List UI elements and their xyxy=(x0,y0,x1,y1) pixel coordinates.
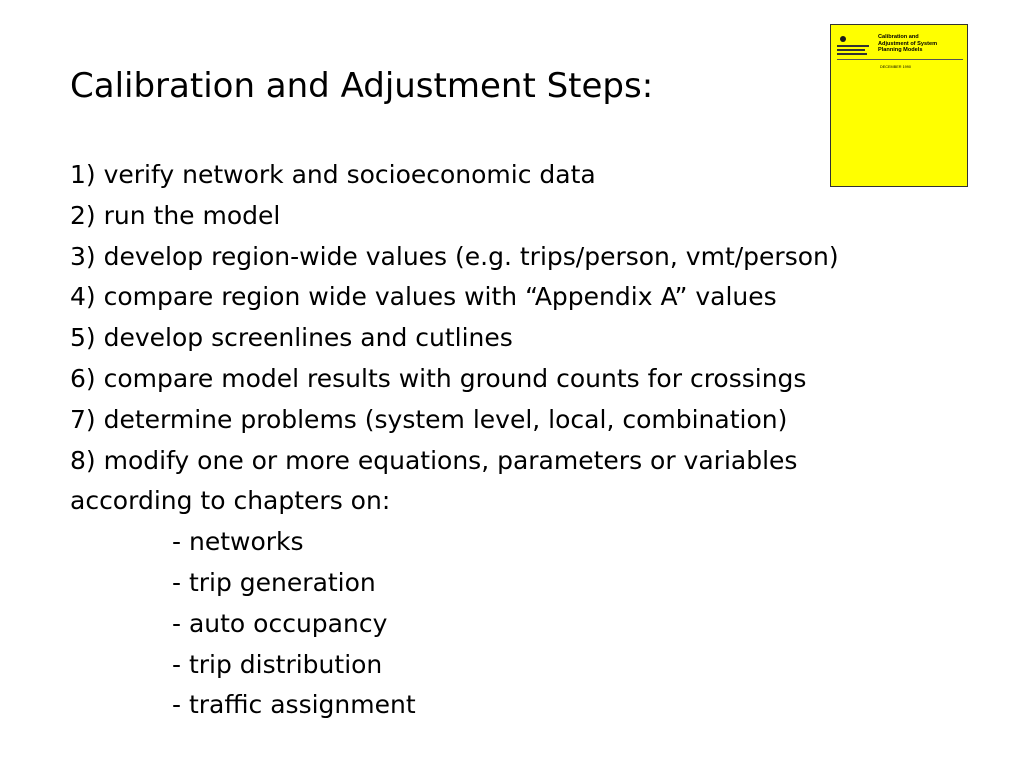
cover-title-line: Adjustment of System xyxy=(878,40,938,47)
step-2: 2) run the model xyxy=(70,200,281,230)
step-8-continuation: according to chapters on: xyxy=(70,486,391,516)
chapter-item: - traffic assignment xyxy=(172,690,416,720)
step-3: 3) develop region-wide values (e.g. trips/person, vmt/person) xyxy=(70,241,839,271)
report-cover-thumbnail xyxy=(830,24,968,187)
agency-seal-icon xyxy=(840,36,846,42)
agency-name-line xyxy=(837,49,865,51)
agency-name-line xyxy=(837,53,867,55)
chapter-item: - auto occupancy xyxy=(172,608,388,638)
step-8: 8) modify one or more equations, parameters or variables xyxy=(70,445,798,475)
step-6: 6) compare model results with ground counts for crossings xyxy=(70,363,807,393)
cover-divider xyxy=(837,59,963,60)
steps-list xyxy=(70,155,839,726)
step-5: 5) develop screenlines and cutlines xyxy=(70,323,513,353)
cover-date: DECEMBER 1990 xyxy=(880,65,912,69)
cover-title-line: Planning Models xyxy=(878,47,923,54)
agency-name-line xyxy=(837,45,869,47)
slide-title: Calibration and Adjustment Steps: xyxy=(70,66,654,106)
cover-title-line: Calibration and xyxy=(878,34,919,40)
chapter-item: - networks xyxy=(172,527,304,557)
chapter-item: - trip generation xyxy=(172,567,376,597)
step-7: 7) determine problems (system level, local, combination) xyxy=(70,404,788,434)
cover-title xyxy=(878,34,966,54)
step-1: 1) verify network and socioeconomic data xyxy=(70,160,596,189)
chapter-item: - trip distribution xyxy=(172,649,383,679)
step-4: 4) compare region wide values with “Appendix A” values xyxy=(70,282,777,312)
